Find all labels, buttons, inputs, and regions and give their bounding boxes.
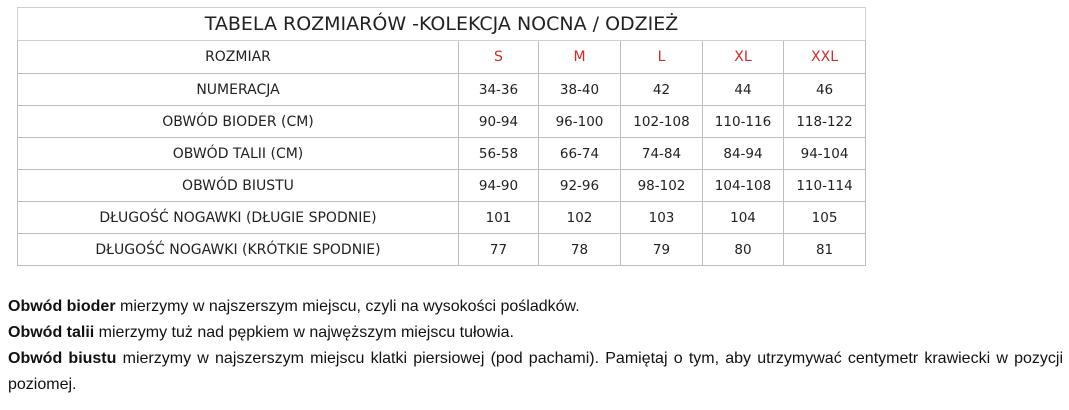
table-cell: 92-96 <box>539 170 621 202</box>
table-cell: 102 <box>539 202 621 234</box>
size-column-m: M <box>539 41 621 74</box>
size-column-s: S <box>459 41 539 74</box>
note-term: Obwód talii <box>8 324 95 341</box>
table-cell: 110-116 <box>703 106 784 138</box>
table-row <box>18 234 866 266</box>
table-cell: 105 <box>784 202 866 234</box>
table-cell: 46 <box>784 74 866 106</box>
row-label: DŁUGOŚĆ NOGAWKI (DŁUGIE SPODNIE) <box>18 202 459 234</box>
table-cell: 38-40 <box>539 74 621 106</box>
table-row <box>18 202 866 234</box>
table-title-row <box>18 8 866 41</box>
note-term: Obwód bioder <box>8 298 116 315</box>
table-cell: 104 <box>703 202 784 234</box>
table-cell: 77 <box>459 234 539 266</box>
table-cell: 94-104 <box>784 138 866 170</box>
table-cell: 118-122 <box>784 106 866 138</box>
row-label: DŁUGOŚĆ NOGAWKI (KRÓTKIE SPODNIE) <box>18 234 459 266</box>
size-column-xxl: XXL <box>784 41 866 74</box>
table-cell: 110-114 <box>784 170 866 202</box>
table-cell: 79 <box>621 234 703 266</box>
table-cell: 81 <box>784 234 866 266</box>
measurement-notes <box>8 294 1063 398</box>
row-label: OBWÓD BIUSTU <box>18 170 459 202</box>
size-column-xl: XL <box>703 41 784 74</box>
table-row <box>18 170 866 202</box>
table-cell: 78 <box>539 234 621 266</box>
size-column-l: L <box>621 41 703 74</box>
table-row <box>18 106 866 138</box>
table-cell: 34-36 <box>459 74 539 106</box>
table-cell: 44 <box>703 74 784 106</box>
note-text: mierzymy w najszerszym miejscu, czyli na wysokości pośladków. <box>115 298 580 315</box>
note-text: mierzymy w najszerszym miejscu klatki piersiowej (pod pachami). Pamiętaj o tym, aby utrzymywać centymetr krawiecki w pozycji poziomej. <box>8 350 1063 393</box>
row-label: OBWÓD TALII (CM) <box>18 138 459 170</box>
note-text: mierzymy tuż nad pępkiem w najwęższym miejscu tułowia. <box>94 324 514 341</box>
table-title: TABELA ROZMIARÓW -KOLEKCJA NOCNA / ODZIEŻ <box>18 8 866 41</box>
note-hips <box>8 294 1063 320</box>
table-row <box>18 74 866 106</box>
table-cell: 84-94 <box>703 138 784 170</box>
table-cell: 74-84 <box>621 138 703 170</box>
table-cell: 80 <box>703 234 784 266</box>
table-cell: 104-108 <box>703 170 784 202</box>
table-cell: 101 <box>459 202 539 234</box>
table-cell: 98-102 <box>621 170 703 202</box>
size-header-label: ROZMIAR <box>18 41 459 74</box>
table-cell: 90-94 <box>459 106 539 138</box>
table-row <box>18 138 866 170</box>
table-cell: 102-108 <box>621 106 703 138</box>
table-cell: 42 <box>621 74 703 106</box>
note-term: Obwód biustu <box>8 350 117 367</box>
row-label: NUMERACJA <box>18 74 459 106</box>
table-cell: 103 <box>621 202 703 234</box>
size-chart-table <box>17 7 866 266</box>
table-cell: 56-58 <box>459 138 539 170</box>
note-waist <box>8 320 1063 346</box>
table-header-row <box>18 41 866 74</box>
table-cell: 96-100 <box>539 106 621 138</box>
table-cell: 94-90 <box>459 170 539 202</box>
note-bust <box>8 346 1063 398</box>
row-label: OBWÓD BIODER (CM) <box>18 106 459 138</box>
table-cell: 66-74 <box>539 138 621 170</box>
